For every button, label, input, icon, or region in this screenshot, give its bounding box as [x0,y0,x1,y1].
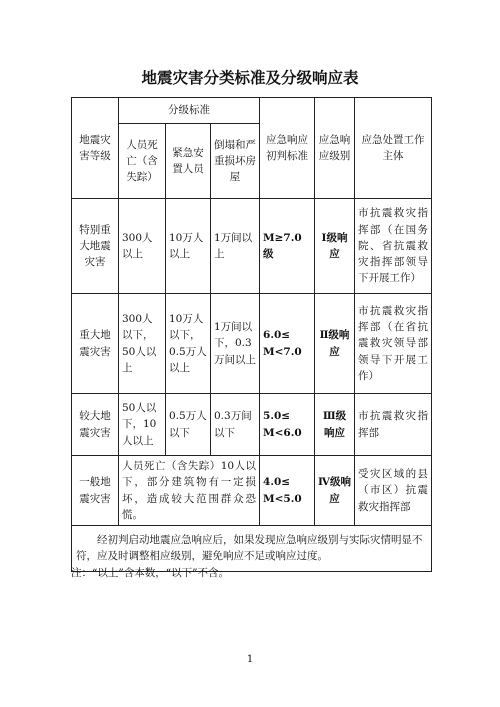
page-number: 1 [246,654,254,665]
header-response-level: 应急响应级别 [315,98,355,199]
resettled-cell: 0.5万人以下 [166,394,211,456]
body-cell: 受灾区域的县（市区）抗震救灾指挥部 [355,456,432,526]
header-resettled: 紧急安置人员 [166,124,211,199]
grade-cell: 一般地震灾害 [72,456,119,526]
header-response-body: 应急处置工作主体 [355,98,432,199]
body-cell: 市抗震救灾指挥部 [355,394,432,456]
table-adjustment-note: 经初判启动地震应急响应后，如果发现应急响应级别与实际灾情明显不符，应及时调整相应级别，避免响应不足或响应过度。 [72,526,432,572]
level-cell: Ⅱ级响应 [315,294,355,394]
houses-cell: 0.3万间以下 [211,394,260,456]
grade-cell: 特别重大地震灾害 [72,199,119,294]
level-cell: Ⅳ级响应 [315,456,355,526]
level-cell: Ⅲ级响应 [315,394,355,456]
general-disaster-description: 人员死亡（含失踪）10人以下，部分建筑物有一定损坏，造成较大范围群众恐慌。 [119,456,260,526]
resettled-cell: 10万人以上 [166,199,211,294]
header-disaster-grade: 地震灾害等级 [72,98,119,199]
header-classification-standard: 分级标准 [119,98,260,124]
body-cell: 市抗震救灾指挥部（在省抗震救灾领导部领导下开展工作） [355,294,432,394]
header-deaths: 人员死亡（含失踪） [119,124,166,199]
deaths-cell: 50人以下，10人以上 [119,394,166,456]
table-row [72,394,432,456]
grade-cell: 较大地震灾害 [72,394,119,456]
criteria-cell: M≥7.0级 [260,199,315,294]
resettled-cell: 10万人以下，0.5万人以上 [166,294,211,394]
houses-cell: 1万间以下，0.3万间以上 [211,294,260,394]
criteria-cell: 6.0≤ M<7.0 [260,294,315,394]
level-cell: Ⅰ级响应 [315,199,355,294]
document-title: 地震灾害分类标准及分级响应表 [141,69,359,87]
criteria-cell: 4.0≤ M<5.0 [260,456,315,526]
earthquake-response-table [71,97,432,572]
table-row [72,294,432,394]
table-row [72,199,432,294]
body-cell: 市抗震救灾指挥部（在国务院、省抗震救灾指挥部领导下开展工作） [355,199,432,294]
footnote: 注：“以上”含本数，“以下”不含。 [71,567,229,579]
grade-cell: 重大地震灾害 [72,294,119,394]
deaths-cell: 300人以下，50人以上 [119,294,166,394]
deaths-cell: 300人以上 [119,199,166,294]
criteria-cell: 5.0≤ M<6.0 [260,394,315,456]
header-initial-criteria: 应急响应初判标准 [260,98,315,199]
header-collapsed-houses: 倒塌和严重损坏房屋 [211,124,260,199]
table-row [72,456,432,526]
houses-cell: 1万间以上 [211,199,260,294]
